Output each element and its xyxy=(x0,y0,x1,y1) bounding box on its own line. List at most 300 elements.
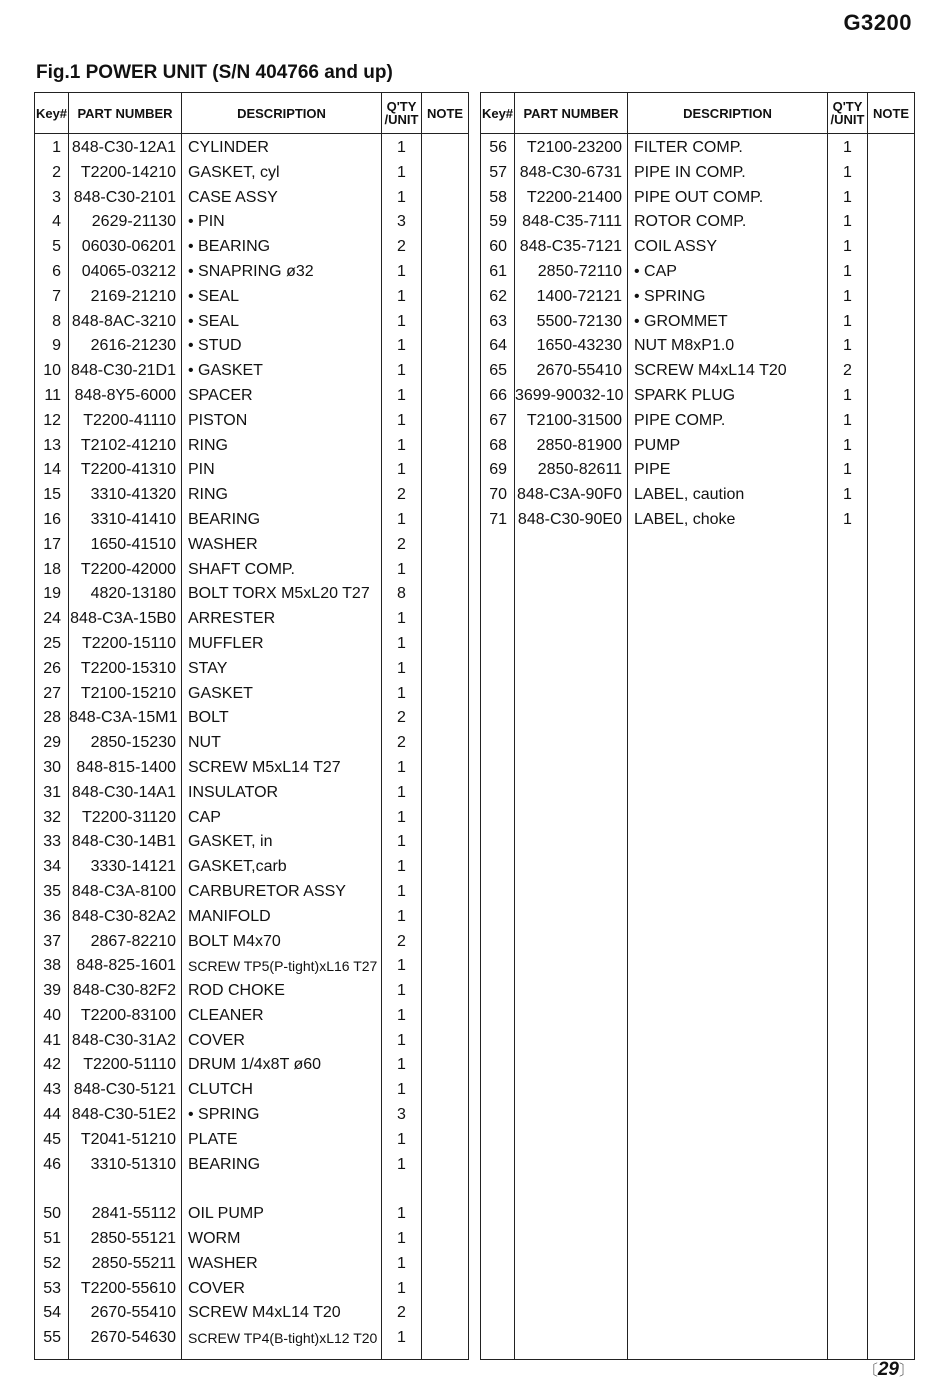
description-cell: SPARK PLUG xyxy=(628,384,828,409)
key-cell: 9 xyxy=(52,337,61,355)
qty-cell: 2 xyxy=(382,706,422,731)
note-cell xyxy=(422,731,469,756)
part-number-cell: T2200-14210 xyxy=(69,161,182,186)
note-cell xyxy=(422,1029,469,1054)
table-row xyxy=(481,235,915,260)
note-cell xyxy=(422,533,469,558)
table-row xyxy=(35,533,469,558)
note-cell xyxy=(422,1103,469,1128)
key-cell: 6 xyxy=(52,262,61,280)
empty-cell xyxy=(868,533,915,1360)
description-cell: BOLT xyxy=(182,706,382,731)
note-cell xyxy=(868,409,915,434)
qty-cell: 1 xyxy=(382,855,422,880)
key-cell: 46 xyxy=(43,1155,61,1173)
note-cell xyxy=(422,434,469,459)
description-cell: SCREW M5xL14 T27 xyxy=(182,756,382,781)
key-cell: 45 xyxy=(43,1130,61,1148)
description-cell: COVER xyxy=(182,1277,382,1302)
description-cell: PUMP xyxy=(628,434,828,459)
key-cell: 13 xyxy=(43,436,61,454)
qty-cell: 8 xyxy=(382,582,422,607)
note-cell xyxy=(422,1004,469,1029)
table-header-row xyxy=(35,93,469,134)
table-row xyxy=(35,905,469,930)
qty-cell: 1 xyxy=(382,1053,422,1078)
table-row xyxy=(35,186,469,211)
note-cell xyxy=(422,657,469,682)
part-number-cell: T2100-31500 xyxy=(515,409,628,434)
description-cell: COVER xyxy=(182,1029,382,1054)
key-cell: 15 xyxy=(43,486,61,504)
note-cell xyxy=(868,260,915,285)
description-cell: • BEARING xyxy=(182,235,382,260)
description-cell: • SNAPRING ø32 xyxy=(182,260,382,285)
note-cell xyxy=(868,483,915,508)
table-row xyxy=(35,979,469,1004)
qty-cell: 1 xyxy=(382,954,422,979)
table-row xyxy=(35,1103,469,1128)
description-cell: SPACER xyxy=(182,384,382,409)
empty-cell xyxy=(628,533,828,1360)
qty-cell: 1 xyxy=(828,384,868,409)
qty-cell: 3 xyxy=(382,210,422,235)
model-number: G3200 xyxy=(843,10,912,35)
empty-cell xyxy=(182,1351,382,1360)
header-qty-line2: /UNIT xyxy=(384,112,419,127)
table-row xyxy=(35,483,469,508)
key-cell: 31 xyxy=(43,783,61,801)
part-number-cell: T2200-21400 xyxy=(515,186,628,211)
qty-cell: 2 xyxy=(382,1301,422,1326)
key-cell: 5 xyxy=(52,238,61,256)
part-number-cell: 5500-72130 xyxy=(515,310,628,335)
table-row xyxy=(481,483,915,508)
note-cell xyxy=(868,359,915,384)
note-cell xyxy=(868,210,915,235)
qty-cell: 1 xyxy=(382,161,422,186)
qty-cell: 1 xyxy=(382,1227,422,1252)
description-cell: DRUM 1/4x8T ø60 xyxy=(182,1053,382,1078)
note-cell xyxy=(422,806,469,831)
table-row xyxy=(481,161,915,186)
part-number-cell: 848-C30-14B1 xyxy=(69,830,182,855)
part-number-cell: 848-C3A-90F0 xyxy=(515,483,628,508)
part-number-cell: 04065-03212 xyxy=(69,260,182,285)
part-number-cell: T2200-55610 xyxy=(69,1277,182,1302)
description-cell: INSULATOR xyxy=(182,781,382,806)
qty-cell: 1 xyxy=(828,458,868,483)
note-cell xyxy=(868,134,915,161)
table-row xyxy=(35,930,469,955)
qty-cell: 1 xyxy=(828,260,868,285)
description-cell: BEARING xyxy=(182,1153,382,1178)
padding-row xyxy=(35,1351,469,1360)
description-cell: COIL ASSY xyxy=(628,235,828,260)
table-header-row xyxy=(481,93,915,134)
part-number-cell: 2616-21230 xyxy=(69,334,182,359)
description-cell: • GROMMET xyxy=(628,310,828,335)
table-row xyxy=(35,1326,469,1351)
part-number-cell: 848-C30-6731 xyxy=(515,161,628,186)
key-cell: 3 xyxy=(52,188,61,206)
description-cell: • STUD xyxy=(182,334,382,359)
note-cell xyxy=(422,1128,469,1153)
description-cell: ROD CHOKE xyxy=(182,979,382,1004)
part-number-cell: 848-C3A-15B0 xyxy=(69,607,182,632)
part-number-cell: 3310-41410 xyxy=(69,508,182,533)
table-row xyxy=(35,1202,469,1227)
key-cell: 67 xyxy=(489,411,507,429)
description-cell: GASKET,carb xyxy=(182,855,382,880)
parts-table-left xyxy=(34,92,469,1360)
qty-cell: 2 xyxy=(382,731,422,756)
qty-cell: 2 xyxy=(382,533,422,558)
qty-cell: 1 xyxy=(382,657,422,682)
key-cell: 30 xyxy=(43,758,61,776)
description-cell: FILTER COMP. xyxy=(628,134,828,161)
table-row xyxy=(35,134,469,161)
description-cell: NUT M8xP1.0 xyxy=(628,334,828,359)
empty-cell xyxy=(422,1351,469,1360)
qty-cell: 1 xyxy=(382,285,422,310)
empty-cell xyxy=(481,533,515,1360)
page-number-value: 29 xyxy=(877,1359,899,1380)
table-row xyxy=(35,1277,469,1302)
table-row xyxy=(35,409,469,434)
part-number-cell: T2200-15310 xyxy=(69,657,182,682)
table-row xyxy=(35,161,469,186)
description-cell: SCREW M4xL14 T20 xyxy=(182,1301,382,1326)
key-cell: 52 xyxy=(43,1254,61,1272)
page-bracket-close: 〕 xyxy=(898,1362,914,1379)
note-cell xyxy=(422,483,469,508)
qty-cell: 1 xyxy=(828,310,868,335)
key-cell: 18 xyxy=(43,560,61,578)
table-row xyxy=(35,582,469,607)
note-cell xyxy=(422,235,469,260)
note-cell xyxy=(868,384,915,409)
description-cell: WORM xyxy=(182,1227,382,1252)
qty-cell: 1 xyxy=(382,1004,422,1029)
empty-cell xyxy=(35,1351,69,1360)
key-cell xyxy=(35,1177,69,1202)
note-cell xyxy=(422,186,469,211)
description-cell: GASKET xyxy=(182,682,382,707)
table-row xyxy=(35,731,469,756)
table-row xyxy=(35,558,469,583)
table-row xyxy=(481,508,915,533)
note-cell xyxy=(422,607,469,632)
part-number-cell: T2100-15210 xyxy=(69,682,182,707)
note-cell xyxy=(868,508,915,533)
qty-cell: 1 xyxy=(828,334,868,359)
note-cell xyxy=(422,954,469,979)
note-cell xyxy=(868,434,915,459)
note-cell xyxy=(422,706,469,731)
part-number-cell: 848-825-1601 xyxy=(69,954,182,979)
empty-cell xyxy=(828,533,868,1360)
description-cell: • SEAL xyxy=(182,310,382,335)
table-row xyxy=(35,1004,469,1029)
table-row xyxy=(35,880,469,905)
note-cell xyxy=(422,979,469,1004)
table-row xyxy=(481,134,915,161)
key-cell: 27 xyxy=(43,684,61,702)
qty-cell: 1 xyxy=(828,134,868,161)
table-row xyxy=(481,310,915,335)
figure-title: Fig.1 POWER UNIT (S/N 404766 and up) xyxy=(36,62,393,83)
part-number-cell: 2850-55121 xyxy=(69,1227,182,1252)
key-cell: 14 xyxy=(43,461,61,479)
note-cell xyxy=(868,458,915,483)
part-number-cell: 2850-55211 xyxy=(69,1252,182,1277)
note-cell xyxy=(422,1053,469,1078)
key-cell: 56 xyxy=(489,139,507,156)
header-key: Key# xyxy=(35,93,69,134)
qty-cell: 1 xyxy=(828,508,868,533)
table-row xyxy=(481,384,915,409)
table-row xyxy=(481,285,915,310)
qty-cell: 1 xyxy=(382,607,422,632)
description-cell: • PIN xyxy=(182,210,382,235)
qty-cell: 1 xyxy=(828,409,868,434)
note-cell xyxy=(422,880,469,905)
qty-cell: 1 xyxy=(382,1277,422,1302)
qty-cell: 1 xyxy=(382,334,422,359)
table-row xyxy=(481,210,915,235)
note-cell xyxy=(422,682,469,707)
part-number-cell: 848-C30-21D1 xyxy=(69,359,182,384)
description-cell: ROTOR COMP. xyxy=(628,210,828,235)
key-cell: 17 xyxy=(43,535,61,553)
note-cell xyxy=(422,582,469,607)
key-cell: 55 xyxy=(43,1329,61,1347)
key-cell: 4 xyxy=(52,213,61,231)
note-cell xyxy=(422,285,469,310)
part-number-cell: 2670-55410 xyxy=(515,359,628,384)
part-number-cell: T2200-42000 xyxy=(69,558,182,583)
table-row xyxy=(35,855,469,880)
note-cell xyxy=(422,558,469,583)
note-cell xyxy=(422,1277,469,1302)
note-cell xyxy=(868,161,915,186)
header-part-number: PART NUMBER xyxy=(69,93,182,134)
qty-cell: 1 xyxy=(382,1202,422,1227)
part-number-cell: 2629-21130 xyxy=(69,210,182,235)
note-cell xyxy=(422,1227,469,1252)
key-cell: 61 xyxy=(489,262,507,280)
description-cell: LABEL, caution xyxy=(628,483,828,508)
table-row xyxy=(35,781,469,806)
note-cell xyxy=(422,632,469,657)
note-cell xyxy=(422,1177,469,1202)
description-cell: PIPE COMP. xyxy=(628,409,828,434)
description-cell: PIPE xyxy=(628,458,828,483)
part-number-cell: 848-C30-51E2 xyxy=(69,1103,182,1128)
description-cell: SCREW TP4(B-tight)xL12 T20 xyxy=(182,1326,382,1351)
description-cell: ARRESTER xyxy=(182,607,382,632)
qty-cell: 1 xyxy=(382,880,422,905)
note-cell xyxy=(422,830,469,855)
key-cell: 36 xyxy=(43,907,61,925)
empty-cell xyxy=(515,533,628,1360)
note-cell xyxy=(422,1153,469,1178)
description-cell: MUFFLER xyxy=(182,632,382,657)
key-cell: 11 xyxy=(44,386,61,404)
table-row xyxy=(35,954,469,979)
table-row xyxy=(481,359,915,384)
part-number-cell: 848-C30-2101 xyxy=(69,186,182,211)
table-row xyxy=(35,806,469,831)
description-cell: PIPE OUT COMP. xyxy=(628,186,828,211)
key-cell: 71 xyxy=(489,510,507,528)
qty-cell: 1 xyxy=(382,1326,422,1351)
key-cell: 59 xyxy=(489,213,507,231)
page-number xyxy=(863,1359,914,1381)
key-cell: 1 xyxy=(52,139,61,156)
description-cell: • GASKET xyxy=(182,359,382,384)
qty-cell: 1 xyxy=(382,905,422,930)
description-cell: RING xyxy=(182,483,382,508)
parts-table-right xyxy=(480,92,915,1360)
empty-cell xyxy=(69,1351,182,1360)
key-cell: 10 xyxy=(43,362,61,380)
qty-cell: 1 xyxy=(382,682,422,707)
description-cell: • CAP xyxy=(628,260,828,285)
qty-cell: 1 xyxy=(382,632,422,657)
note-cell xyxy=(422,930,469,955)
description-cell: STAY xyxy=(182,657,382,682)
qty-cell: 1 xyxy=(382,1252,422,1277)
qty-cell: 1 xyxy=(382,1153,422,1178)
part-number-cell: T2100-23200 xyxy=(515,134,628,161)
table-row xyxy=(35,334,469,359)
part-number-cell: 848-C35-7111 xyxy=(515,210,628,235)
table-row xyxy=(35,458,469,483)
qty-cell: 1 xyxy=(382,558,422,583)
qty-cell: 1 xyxy=(828,285,868,310)
description-cell: • SPRING xyxy=(182,1103,382,1128)
note-cell xyxy=(422,756,469,781)
part-number-cell: 848-C30-14A1 xyxy=(69,781,182,806)
part-number-cell: 2867-82210 xyxy=(69,930,182,955)
key-cell: 69 xyxy=(489,461,507,479)
part-number-cell: 1650-43230 xyxy=(515,334,628,359)
header-description: DESCRIPTION xyxy=(628,93,828,134)
table-row xyxy=(35,260,469,285)
qty-cell: 1 xyxy=(382,979,422,1004)
key-cell: 35 xyxy=(43,882,61,900)
header-note: NOTE xyxy=(422,93,469,134)
part-number-cell: 848-8Y5-6000 xyxy=(69,384,182,409)
empty-cell xyxy=(382,1351,422,1360)
description-cell: SCREW M4xL14 T20 xyxy=(628,359,828,384)
qty-cell: 1 xyxy=(382,458,422,483)
description-cell: GASKET, cyl xyxy=(182,161,382,186)
key-cell: 51 xyxy=(43,1230,61,1248)
key-cell: 43 xyxy=(43,1081,61,1099)
part-number-cell: 06030-06201 xyxy=(69,235,182,260)
key-cell: 41 xyxy=(43,1031,61,1049)
key-cell: 54 xyxy=(43,1304,61,1322)
key-cell: 58 xyxy=(489,188,507,206)
table-row xyxy=(481,458,915,483)
description-cell: SCREW TP5(P-tight)xL16 T27 xyxy=(182,954,382,979)
key-cell: 28 xyxy=(43,709,61,727)
part-number-cell: 4820-13180 xyxy=(69,582,182,607)
key-cell: 63 xyxy=(489,312,507,330)
part-number-cell: T2200-83100 xyxy=(69,1004,182,1029)
note-cell xyxy=(422,1301,469,1326)
table-row xyxy=(481,334,915,359)
qty-cell: 2 xyxy=(828,359,868,384)
note-cell xyxy=(422,508,469,533)
qty-cell: 3 xyxy=(382,1103,422,1128)
key-cell: 65 xyxy=(489,362,507,380)
description-cell: PLATE xyxy=(182,1128,382,1153)
header-qty-line2: /UNIT xyxy=(830,112,865,127)
table-row xyxy=(481,186,915,211)
table-row xyxy=(35,235,469,260)
table-row xyxy=(35,1053,469,1078)
qty-cell: 1 xyxy=(382,384,422,409)
key-cell: 53 xyxy=(43,1279,61,1297)
description-cell: RING xyxy=(182,434,382,459)
table-row xyxy=(35,1078,469,1103)
description-cell: GASKET, in xyxy=(182,830,382,855)
description-cell: NUT xyxy=(182,731,382,756)
key-cell: 34 xyxy=(43,858,61,876)
key-cell: 16 xyxy=(43,510,61,528)
note-cell xyxy=(868,334,915,359)
note-cell xyxy=(422,334,469,359)
note-cell xyxy=(422,409,469,434)
key-cell: 2 xyxy=(52,163,61,181)
note-cell xyxy=(422,210,469,235)
key-cell: 8 xyxy=(52,312,61,330)
description-cell: OIL PUMP xyxy=(182,1202,382,1227)
note-cell xyxy=(422,905,469,930)
qty-cell: 1 xyxy=(828,483,868,508)
part-number-cell: 848-C3A-8100 xyxy=(69,880,182,905)
note-cell xyxy=(868,310,915,335)
note-cell xyxy=(422,1252,469,1277)
table-row xyxy=(35,1128,469,1153)
description-cell: CARBURETOR ASSY xyxy=(182,880,382,905)
key-cell: 57 xyxy=(489,163,507,181)
description-cell: WASHER xyxy=(182,1252,382,1277)
key-cell: 66 xyxy=(489,386,507,404)
key-cell: 37 xyxy=(43,932,61,950)
part-number-cell: 848-C30-90E0 xyxy=(515,508,628,533)
key-cell: 26 xyxy=(43,659,61,677)
qty-cell: 1 xyxy=(382,310,422,335)
note-cell xyxy=(422,781,469,806)
page-bracket-open: 〔 xyxy=(862,1362,878,1379)
key-cell: 33 xyxy=(43,833,61,851)
description-cell: • SEAL xyxy=(182,285,382,310)
table-row xyxy=(35,1029,469,1054)
key-cell: 32 xyxy=(43,808,61,826)
qty-cell: 1 xyxy=(382,756,422,781)
part-number-cell: 2850-15230 xyxy=(69,731,182,756)
header-key: Key# xyxy=(481,93,515,134)
part-number-cell xyxy=(69,1177,182,1202)
table-row xyxy=(35,1301,469,1326)
qty-cell: 1 xyxy=(382,359,422,384)
key-cell: 19 xyxy=(43,585,61,603)
